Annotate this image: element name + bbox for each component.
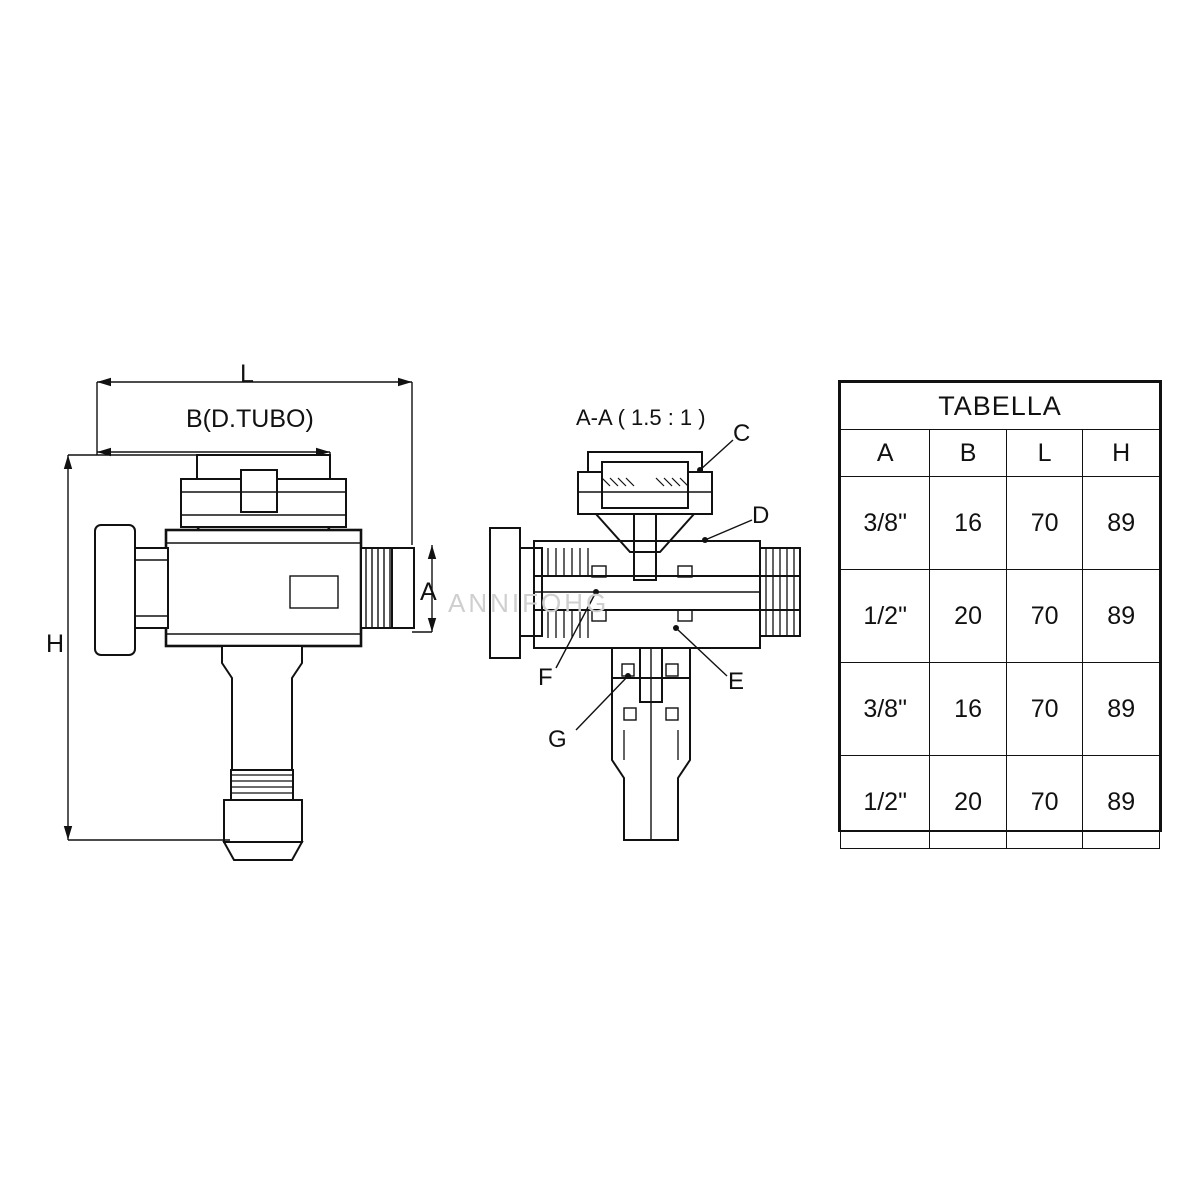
specification-table — [838, 380, 1162, 832]
cell-a: 3/8" — [841, 477, 930, 570]
cell-l: 70 — [1006, 570, 1083, 663]
cell-h: 89 — [1083, 663, 1160, 756]
column-header-a: A — [841, 430, 930, 477]
table-row — [841, 477, 1160, 570]
valve-bottom-stem — [222, 646, 302, 860]
column-header-l: L — [1006, 430, 1083, 477]
valve-top-cap — [181, 455, 346, 527]
cell-l: 70 — [1006, 756, 1083, 849]
callout-F: F — [538, 664, 553, 691]
callout-G: G — [548, 726, 567, 753]
cell-b: 20 — [930, 570, 1007, 663]
callout-C: C — [733, 420, 751, 447]
cell-h: 89 — [1083, 756, 1160, 849]
cell-a: 3/8" — [841, 663, 930, 756]
dimension-label-A: A — [420, 578, 437, 606]
table-header-row — [841, 430, 1160, 477]
cell-b: 20 — [930, 756, 1007, 849]
table-title: TABELLA — [841, 383, 1160, 430]
table-title-row — [841, 383, 1160, 430]
cell-b: 16 — [930, 477, 1007, 570]
section-view-title: A-A ( 1.5 : 1 ) — [576, 405, 706, 430]
section-upper-cap — [578, 452, 712, 580]
callout-D: D — [752, 502, 770, 529]
table-row — [841, 756, 1160, 849]
column-header-h: H — [1083, 430, 1160, 477]
valve-right-thread — [361, 548, 414, 628]
dimension-label-B: B(D.TUBO) — [186, 405, 314, 433]
valve-handwheel — [95, 525, 168, 655]
cell-l: 70 — [1006, 477, 1083, 570]
section-lower-stem — [612, 648, 690, 840]
cell-h: 89 — [1083, 477, 1160, 570]
valve-body — [166, 530, 361, 646]
cell-a: 1/2" — [841, 570, 930, 663]
cell-l: 70 — [1006, 663, 1083, 756]
dimension-label-H: H — [46, 630, 65, 658]
dimension-label-L: L — [240, 360, 254, 388]
cell-b: 16 — [930, 663, 1007, 756]
cell-a: 1/2" — [841, 756, 930, 849]
watermark-text: ANNIFOHG — [448, 588, 610, 618]
callout-E: E — [728, 668, 745, 695]
cell-h: 89 — [1083, 570, 1160, 663]
column-header-b: B — [930, 430, 1007, 477]
section-right-thread — [760, 548, 800, 636]
table-row — [841, 663, 1160, 756]
table-row — [841, 570, 1160, 663]
